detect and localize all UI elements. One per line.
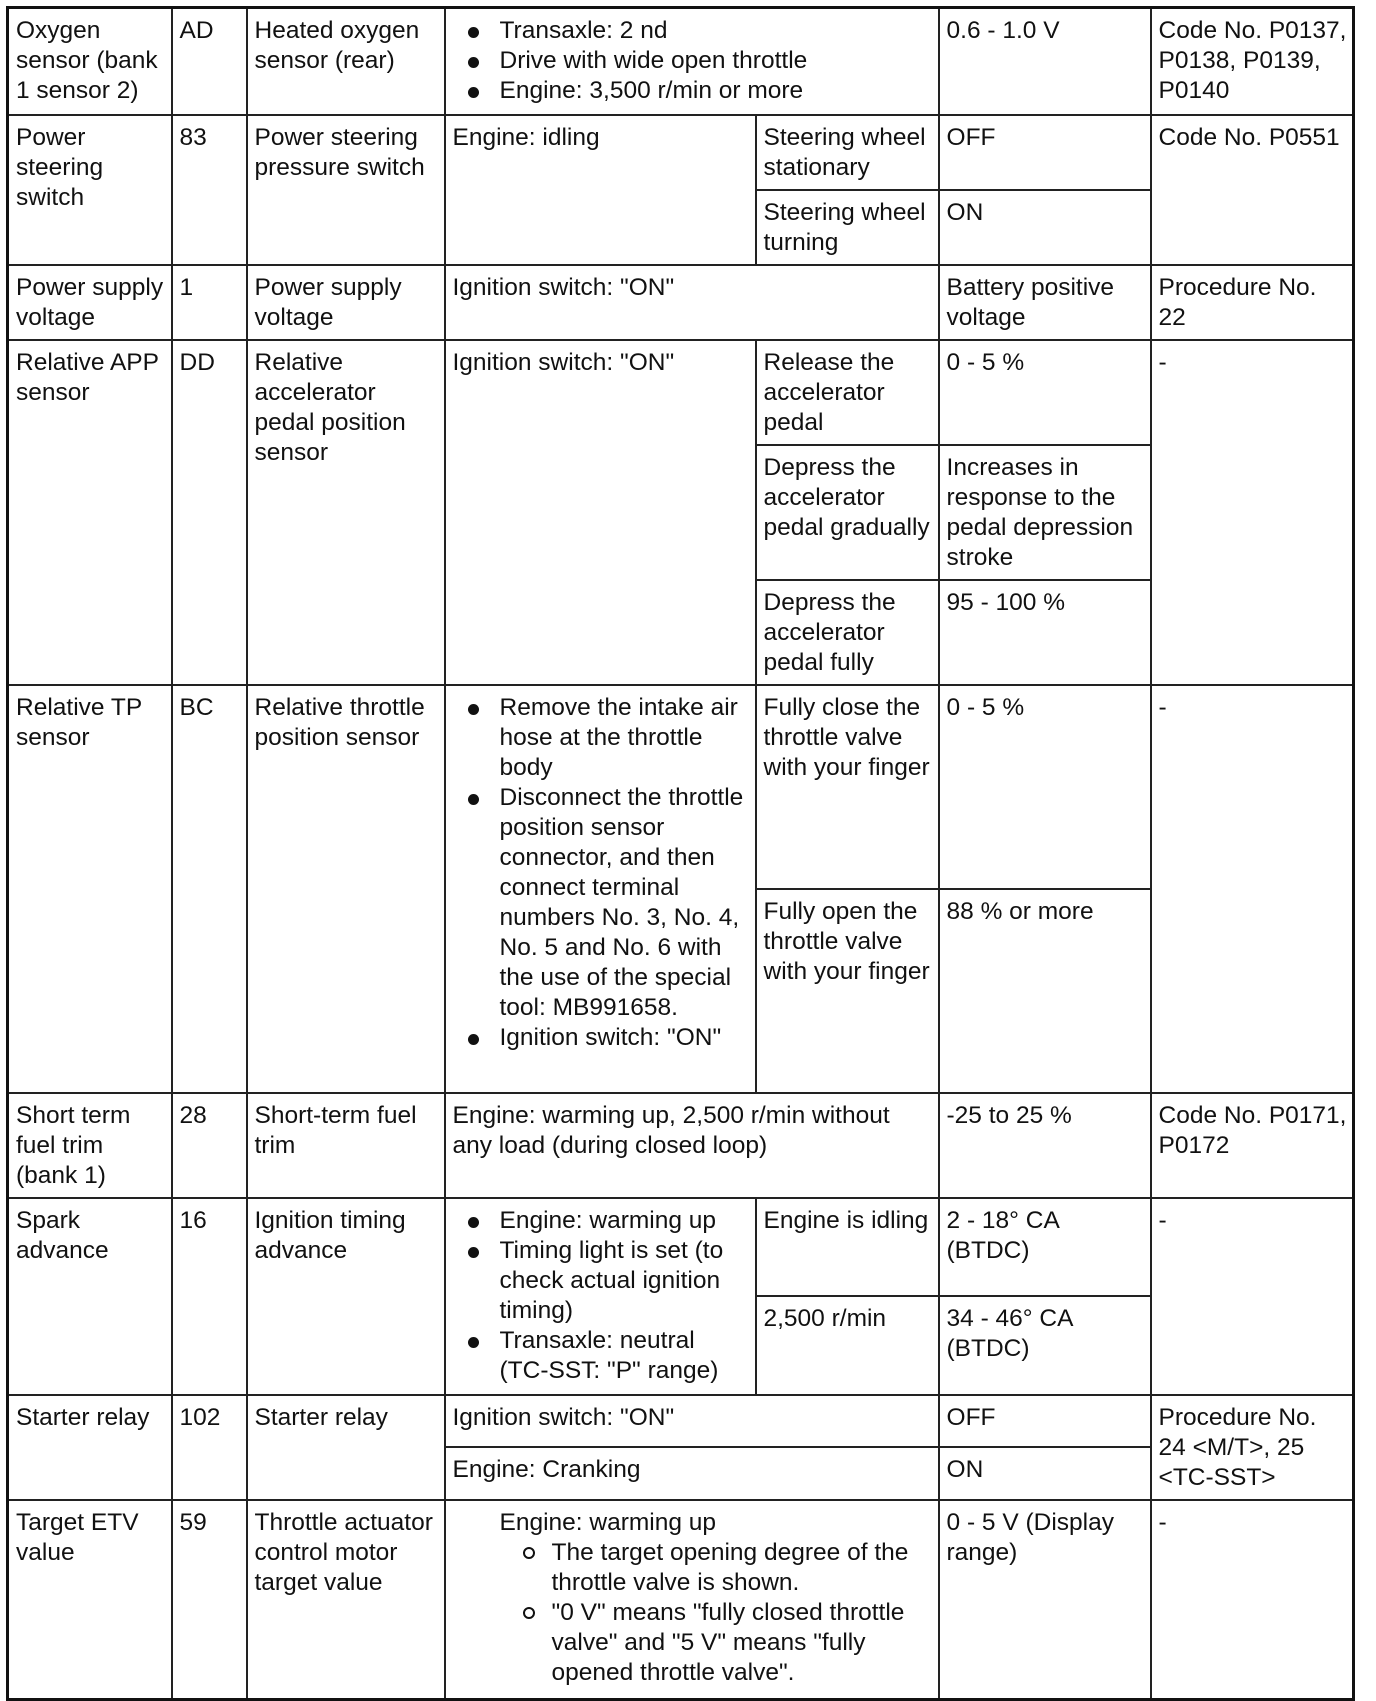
normal-condition-cell: 88 % or more xyxy=(939,889,1151,1093)
list-item: Drive with wide open throttle xyxy=(453,46,933,76)
sub-condition-cell: Fully close the throttle valve with your finger xyxy=(756,685,939,889)
check-item-cell: Power steering pressure switch xyxy=(247,115,445,265)
table-row xyxy=(8,265,1354,340)
normal-condition-cell: OFF xyxy=(939,1395,1151,1448)
normal-condition-cell: Increases in response to the pedal depression stroke xyxy=(939,445,1151,580)
item-no-cell: 28 xyxy=(172,1093,247,1198)
reference-cell: - xyxy=(1151,340,1354,685)
item-cell: Relative APP sensor xyxy=(8,340,172,685)
item-cell: Power supply voltage xyxy=(8,265,172,340)
check-item-cell: Relative throttle position sensor xyxy=(247,685,445,1093)
item-cell: Power steering switch xyxy=(8,115,172,265)
reference-cell: Code No. P0551 xyxy=(1151,115,1354,265)
item-cell: Relative TP sensor xyxy=(8,685,172,1093)
check-item-cell: Relative accelerator pedal position sensor xyxy=(247,340,445,685)
item-cell: Oxygen sensor (bank 1 sensor 2) xyxy=(8,8,172,115)
condition-heading: Engine: warming up xyxy=(499,1508,717,1536)
reference-cell: Procedure No. 24 <M/T>, 25 <TC-SST> xyxy=(1151,1395,1354,1500)
sub-condition-cell: Fully open the throttle valve with your finger xyxy=(756,889,939,1093)
item-cell: Starter relay xyxy=(8,1395,172,1500)
check-item-cell: Ignition timing advance xyxy=(247,1198,445,1395)
normal-condition-cell: 95 - 100 % xyxy=(939,580,1151,685)
normal-condition-cell: 0 - 5 % xyxy=(939,340,1151,445)
list-item: "0 V" means "fully closed throttle valve" and "5 V" means "fully opened throttle valve". xyxy=(453,1598,933,1688)
condition-cell: Ignition switch: "ON" xyxy=(445,265,939,340)
item-cell: Target ETV value xyxy=(8,1500,172,1700)
sub-condition-cell: Engine is idling xyxy=(756,1198,939,1296)
list-item: Ignition switch: "ON" xyxy=(453,1023,750,1053)
diagnostic-table-page xyxy=(6,6,1352,1686)
item-no-cell: DD xyxy=(172,340,247,685)
sub-condition-cell: Steering wheel turning xyxy=(756,190,939,265)
normal-condition-cell: 0 - 5 V (Display range) xyxy=(939,1500,1151,1700)
condition-cell: Ignition switch: "ON" xyxy=(445,340,756,685)
item-no-cell: 83 xyxy=(172,115,247,265)
normal-condition-cell: 0 - 5 % xyxy=(939,685,1151,889)
normal-condition-cell: ON xyxy=(939,1447,1151,1500)
sub-condition-cell: Depress the accelerator pedal gradually xyxy=(756,445,939,580)
list-item: Engine: warming up xyxy=(453,1206,750,1236)
condition-cell xyxy=(445,685,756,1093)
list-item: The target opening degree of the throttle valve is shown. xyxy=(453,1538,933,1598)
condition-cell: Engine: warming up, 2,500 r/min without any load (during closed loop) xyxy=(445,1093,939,1198)
condition-cell xyxy=(445,1198,756,1395)
sub-condition-cell: 2,500 r/min xyxy=(756,1296,939,1395)
item-cell: Spark advance xyxy=(8,1198,172,1395)
reference-cell: Procedure No. 22 xyxy=(1151,265,1354,340)
diagnostic-data-table xyxy=(6,6,1355,1701)
table-row xyxy=(8,340,1354,445)
normal-condition-cell: ON xyxy=(939,190,1151,265)
reference-cell: Code No. P0171, P0172 xyxy=(1151,1093,1354,1198)
table-row xyxy=(8,1500,1354,1700)
sub-condition-cell: Depress the accelerator pedal fully xyxy=(756,580,939,685)
condition-cell xyxy=(445,8,939,115)
condition-cell xyxy=(445,1500,939,1700)
item-no-cell: AD xyxy=(172,8,247,115)
list-item: Disconnect the throttle position sensor connector, and then connect terminal numbers No. 3, No. 4, No. 5 and No. 6 with the use of the special tool: MB991658. xyxy=(453,783,750,1023)
table-row xyxy=(8,685,1354,889)
condition-cell: Engine: idling xyxy=(445,115,756,265)
normal-condition-cell: Battery positive voltage xyxy=(939,265,1151,340)
reference-cell: Code No. P0137, P0138, P0139, P0140 xyxy=(1151,8,1354,115)
table-row xyxy=(8,115,1354,190)
item-no-cell: 16 xyxy=(172,1198,247,1395)
list-item: Remove the intake air hose at the throttle body xyxy=(453,693,750,783)
list-item: Timing light is set (to check actual ignition timing) xyxy=(453,1236,750,1326)
normal-condition-cell: 34 - 46° CA (BTDC) xyxy=(939,1296,1151,1395)
item-cell: Short term fuel trim (bank 1) xyxy=(8,1093,172,1198)
table-row xyxy=(8,1093,1354,1198)
normal-condition-cell: OFF xyxy=(939,115,1151,190)
list-item: Transaxle: neutral (TC-SST: "P" range) xyxy=(453,1326,750,1386)
check-item-cell: Heated oxygen sensor (rear) xyxy=(247,8,445,115)
reference-cell: - xyxy=(1151,1198,1354,1395)
table-row xyxy=(8,8,1354,115)
condition-cell: Ignition switch: "ON" xyxy=(445,1395,939,1448)
item-no-cell: 102 xyxy=(172,1395,247,1500)
reference-cell: - xyxy=(1151,685,1354,1093)
item-no-cell: 1 xyxy=(172,265,247,340)
table-row xyxy=(8,1198,1354,1296)
list-item: Transaxle: 2 nd xyxy=(453,16,933,46)
condition-cell: Engine: Cranking xyxy=(445,1447,939,1500)
table-row xyxy=(8,1395,1354,1448)
check-item-cell: Short-term fuel trim xyxy=(247,1093,445,1198)
normal-condition-cell: 2 - 18° CA (BTDC) xyxy=(939,1198,1151,1296)
reference-cell: - xyxy=(1151,1500,1354,1700)
list-item: Engine: 3,500 r/min or more xyxy=(453,76,933,106)
normal-condition-cell: 0.6 - 1.0 V xyxy=(939,8,1151,115)
sub-condition-cell: Release the accelerator pedal xyxy=(756,340,939,445)
check-item-cell: Starter relay xyxy=(247,1395,445,1500)
item-no-cell: BC xyxy=(172,685,247,1093)
item-no-cell: 59 xyxy=(172,1500,247,1700)
check-item-cell: Power supply voltage xyxy=(247,265,445,340)
sub-condition-cell: Steering wheel stationary xyxy=(756,115,939,190)
check-item-cell: Throttle actuator control motor target value xyxy=(247,1500,445,1700)
normal-condition-cell: -25 to 25 % xyxy=(939,1093,1151,1198)
